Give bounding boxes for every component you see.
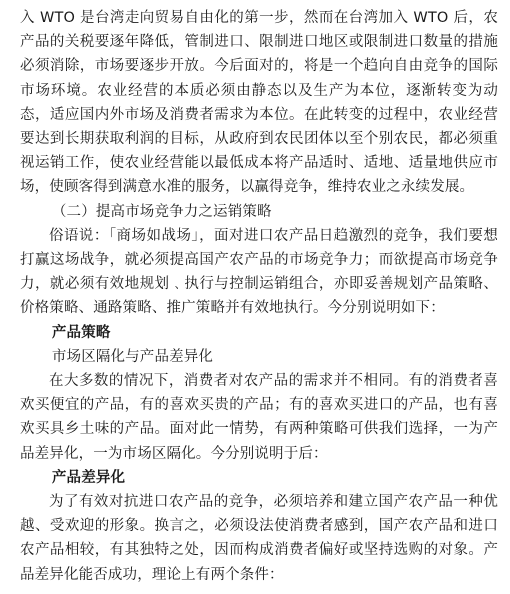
heading-product-strategy: 产品策略	[51, 324, 111, 341]
section-heading-marketing-strategy: （二）提高市场竞争力之运销策略	[51, 203, 272, 220]
paragraph-differentiation-conditions: 为了有效对抗进口农产品的竞争，必须培养和建立国产农产品一种优越、受欢迎的形象。换言之，必须设法使消费者感到，国产农产品和进口农产品相较，有其独特之处，因而构成消费者偏好或坚持选购的对象。产品差异化能否成功，理论上有两个条件：	[20, 494, 498, 583]
paragraph-consumer-demand: 在大多数的情况下，消费者对农产品的需求并不相同。有的消费者喜欢买便宜的产品，有的喜欢买贵的产品；有的喜欢买进口的产品，也有喜欢买具乡土味的产品。面对此一情势，有两种策略可供我们选择，一为产品差异化，一为市场区隔化。今分别说明于后：	[20, 373, 498, 462]
heading-segmentation-differentiation: 市场区隔化与产品差异化	[51, 348, 214, 365]
paragraph-wto-intro: 入 WTO 是台湾走向贸易自由化的第一步，然而在台湾加入 WTO 后，农产品的关税要逐年降低，管制进口、限制进口地区或限制进口数量的措施必须消除，市场要逐步开放。今后面对的，将是一个趋向自由竞争的国际市场环境。农业经营的本质必须由静态以及生产为本位，逐渐转变为动态，适应国内外市场及消费者需求为本位。在此转变的过程中，农业经营要达到长期获取利润的目标，从政府到农民团体以至个别农民，都必须重视运销工作，使农业经营能以最低成本将产品适时、适地、适量地供应市场，使顾客得到满意水准的服务，以赢得竞争，维持农业之永续发展。	[20, 10, 498, 196]
heading-product-differentiation: 产品差异化	[51, 469, 126, 486]
paragraph-marketing-mix: 俗语说：「商场如战场」，面对进口农产品日趋激烈的竞争，我们要想打赢这场战争，就必须提高国产农产品的市场竞争力；而欲提高市场竞争力，就必须有效地规划﹑执行与控制运销组合，亦即妥善规划产品策略、价格策略、通路策略、推广策略并有效地执行。今分别说明如下：	[20, 227, 498, 317]
